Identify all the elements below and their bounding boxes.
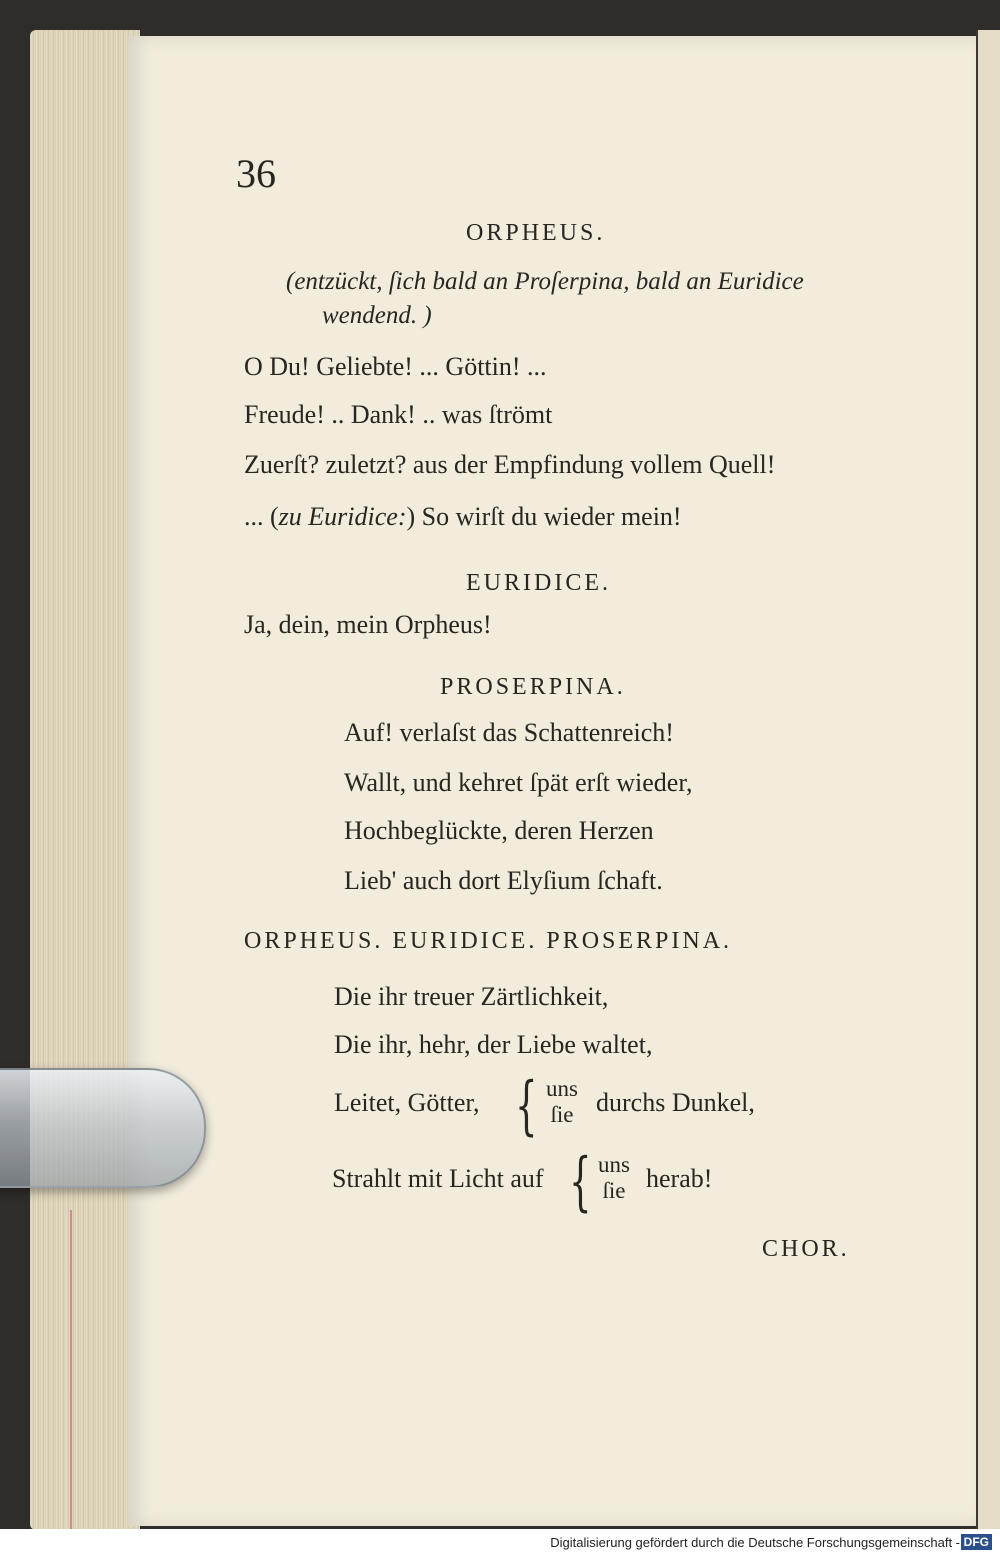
- inline-stage-direction: zu Euridice:: [278, 502, 407, 531]
- verse-line: O Du! Geliebte! ... Göttin! ...: [244, 352, 547, 381]
- edge-red-line: [70, 1210, 72, 1530]
- verse-line: Die ihr treuer Zärtlichkeit,: [334, 982, 609, 1011]
- page-number: 36: [236, 151, 276, 196]
- speaker-orpheus: ORPHEUS.: [466, 220, 606, 246]
- verse-line-suffix: ) So wirſt du wieder mein!: [406, 502, 682, 531]
- verse-line: Ja, dein, mein Orpheus!: [244, 610, 492, 639]
- verse-line: Lieb' auch dort Elyſium ſchaft.: [344, 866, 663, 895]
- verse-line: Hochbeglückte, deren Herzen: [344, 816, 654, 845]
- verse-line-prefix: Leitet, Götter,: [334, 1088, 480, 1117]
- facing-page-edge: [976, 30, 1000, 1530]
- dfg-logo: DFG: [961, 1534, 992, 1550]
- footer-credit: Digitalisierung gefördert durch die Deutsche Forschungsgemeinschaft -: [550, 1535, 960, 1550]
- variant-upper: uns: [546, 1076, 578, 1101]
- variant-stack: [592, 1152, 636, 1204]
- speaker-trio: ORPHEUS. EURIDICE. PROSERPINA.: [244, 928, 733, 954]
- catchword: CHOR.: [762, 1236, 850, 1262]
- variant-lower: ſie: [602, 1178, 626, 1203]
- verse-line: Auf! verlaſst das Schattenreich!: [344, 718, 674, 747]
- verse-line-prefix: ... (: [244, 502, 279, 531]
- page-holder-clip: [0, 1068, 206, 1188]
- verse-line-suffix: durchs Dunkel,: [596, 1088, 755, 1117]
- curly-brace-icon: {: [569, 1145, 592, 1219]
- stage-direction-line-1: (entzückt, ſich bald an Proſerpina, bald an Euridice: [286, 268, 804, 295]
- variant-upper: uns: [598, 1152, 630, 1177]
- verse-line: Freude! .. Dank! .. was ſtrömt: [244, 400, 553, 429]
- curly-brace-icon: {: [515, 1069, 538, 1143]
- speaker-proserpina: PROSERPINA.: [440, 674, 626, 700]
- variant-lower: ſie: [550, 1102, 574, 1127]
- verse-line: Wallt, und kehret ſpät erſt wieder,: [344, 768, 693, 797]
- verse-line-suffix: herab!: [646, 1164, 713, 1193]
- verse-line: Zuerſt? zuletzt? aus der Empfindung vollem Quell!: [244, 450, 776, 479]
- verse-line-prefix: Strahlt mit Licht auf: [332, 1164, 544, 1193]
- speaker-euridice: EURIDICE.: [466, 570, 611, 596]
- variant-stack: [540, 1076, 584, 1128]
- verse-line-with-direction: [244, 502, 682, 532]
- book-page-edges: [30, 30, 140, 1530]
- verse-line: Die ihr, hehr, der Liebe waltet,: [334, 1030, 653, 1059]
- stage-direction-line-2: wendend. ): [322, 302, 432, 329]
